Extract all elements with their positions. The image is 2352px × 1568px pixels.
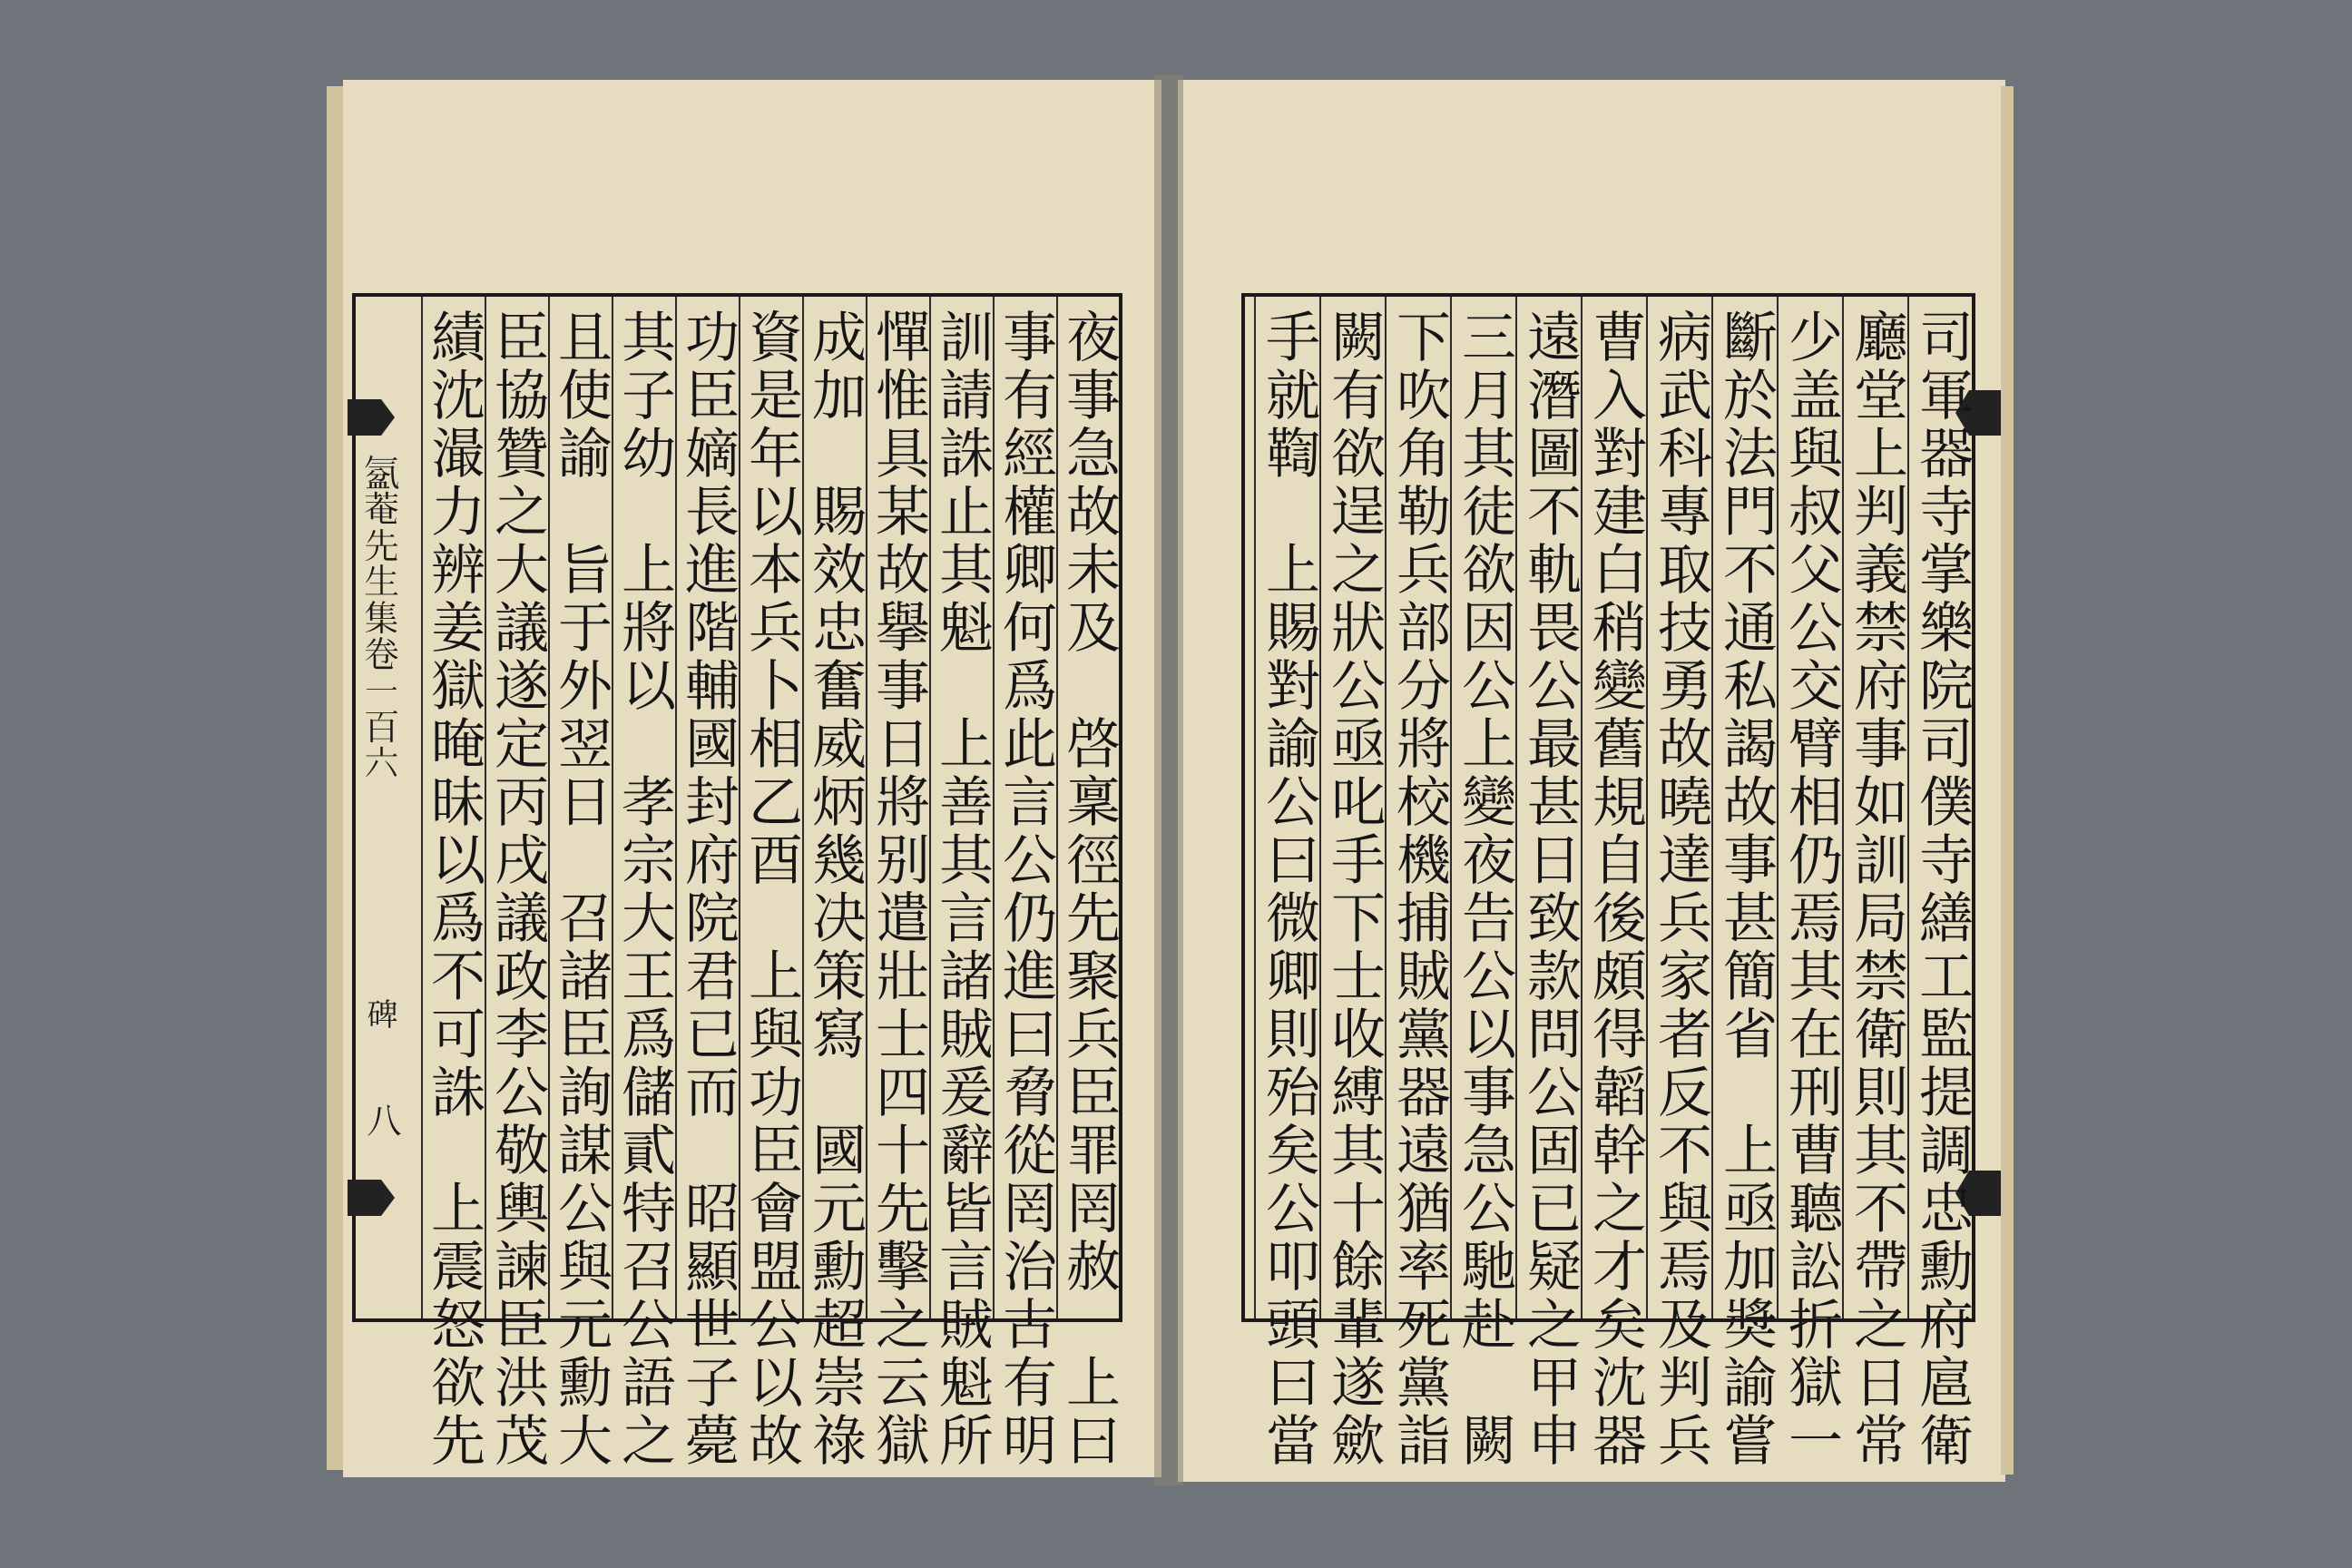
- left-gutter-section: 碑: [361, 998, 397, 1029]
- left-column-5: 成加 賜效忠奮威炳幾决策寫 國元勳超崇祿: [803, 309, 867, 1470]
- left-column-11: 績沈㵊力辨姜獄晻昧以爲不可誅 上震怒欲先: [422, 309, 485, 1470]
- right-column-7: 遠潛圖不軌畏公最甚日致款問公固已疑之甲申: [1518, 309, 1582, 1470]
- left-column-10: 臣協贊之大議遂定丙戌議政李公敬輿諫臣洪茂: [485, 309, 549, 1470]
- right-column-1: 司軍器寺掌樂院司僕寺繕工監提調忠勳府扈衛: [1910, 309, 1974, 1470]
- right-column-10: 闕有欲逞之狀公亟叱手下士收縛其十餘輩遂歛: [1322, 309, 1386, 1470]
- left-column-8: 其子幼 上將以 孝宗大王爲儲貳特召公語之: [612, 309, 676, 1470]
- right-page-edge: [2001, 86, 2014, 1475]
- left-column-2: 事有經權卿何爲此言公仍進曰脅從罔治古有明: [994, 309, 1057, 1470]
- right-column-11: 手就鞫 上賜對諭公曰微卿則殆矣公叩頭曰當: [1257, 309, 1320, 1470]
- left-gutter-page-number: 八: [361, 1102, 401, 1137]
- left-column-3: 訓請誅止其魁 上善其言諸賊爰辭皆言賊魁所: [930, 309, 994, 1470]
- right-column-9: 下吹角勒兵部分將校機捕賊黨器遠猶率死黨詣: [1387, 309, 1451, 1470]
- left-gutter-title: 𣱦菴先生集卷一百六: [359, 454, 401, 780]
- left-page-edge: [327, 86, 345, 1470]
- left-column-4: 憚惟具某故擧事日將别遣壯士四十先擊之云獄: [867, 309, 930, 1470]
- left-column-1: 夜事急故未及 啓稟徑先聚兵臣罪罔赦 上曰: [1057, 309, 1121, 1470]
- left-column-6: 資是年以本兵卜相乙酉 上與功臣會盟公以故: [740, 309, 803, 1470]
- right-column-2: 廳堂上判義禁府事如訓局禁衛則其不帶之日常: [1845, 309, 1908, 1470]
- right-column-5: 病武科專取技勇故曉達兵家者反不與焉及判兵: [1649, 309, 1712, 1470]
- left-column-9: 且使諭 旨于外翌日 召諸臣詢謀公與元勳大: [549, 309, 612, 1470]
- right-column-4: 斷於法門不通私謁故事甚簡省 上亟加奬諭嘗: [1714, 309, 1778, 1470]
- left-column-7: 功臣嫡長進階輔國封府院君已而 昭顯世子薨: [676, 309, 740, 1470]
- spine-shadow: [1154, 74, 1183, 1485]
- right-column-8: 三月其徒欲因公上變夜告公以事急公馳赴 闕: [1453, 309, 1516, 1470]
- right-column-3: 少盖與叔父公交臂相仍焉其在刑曹聽訟折獄一: [1779, 309, 1843, 1470]
- right-column-6: 曹入對建白稍變舊規自後頗得韜幹之才矣沈器: [1583, 309, 1647, 1470]
